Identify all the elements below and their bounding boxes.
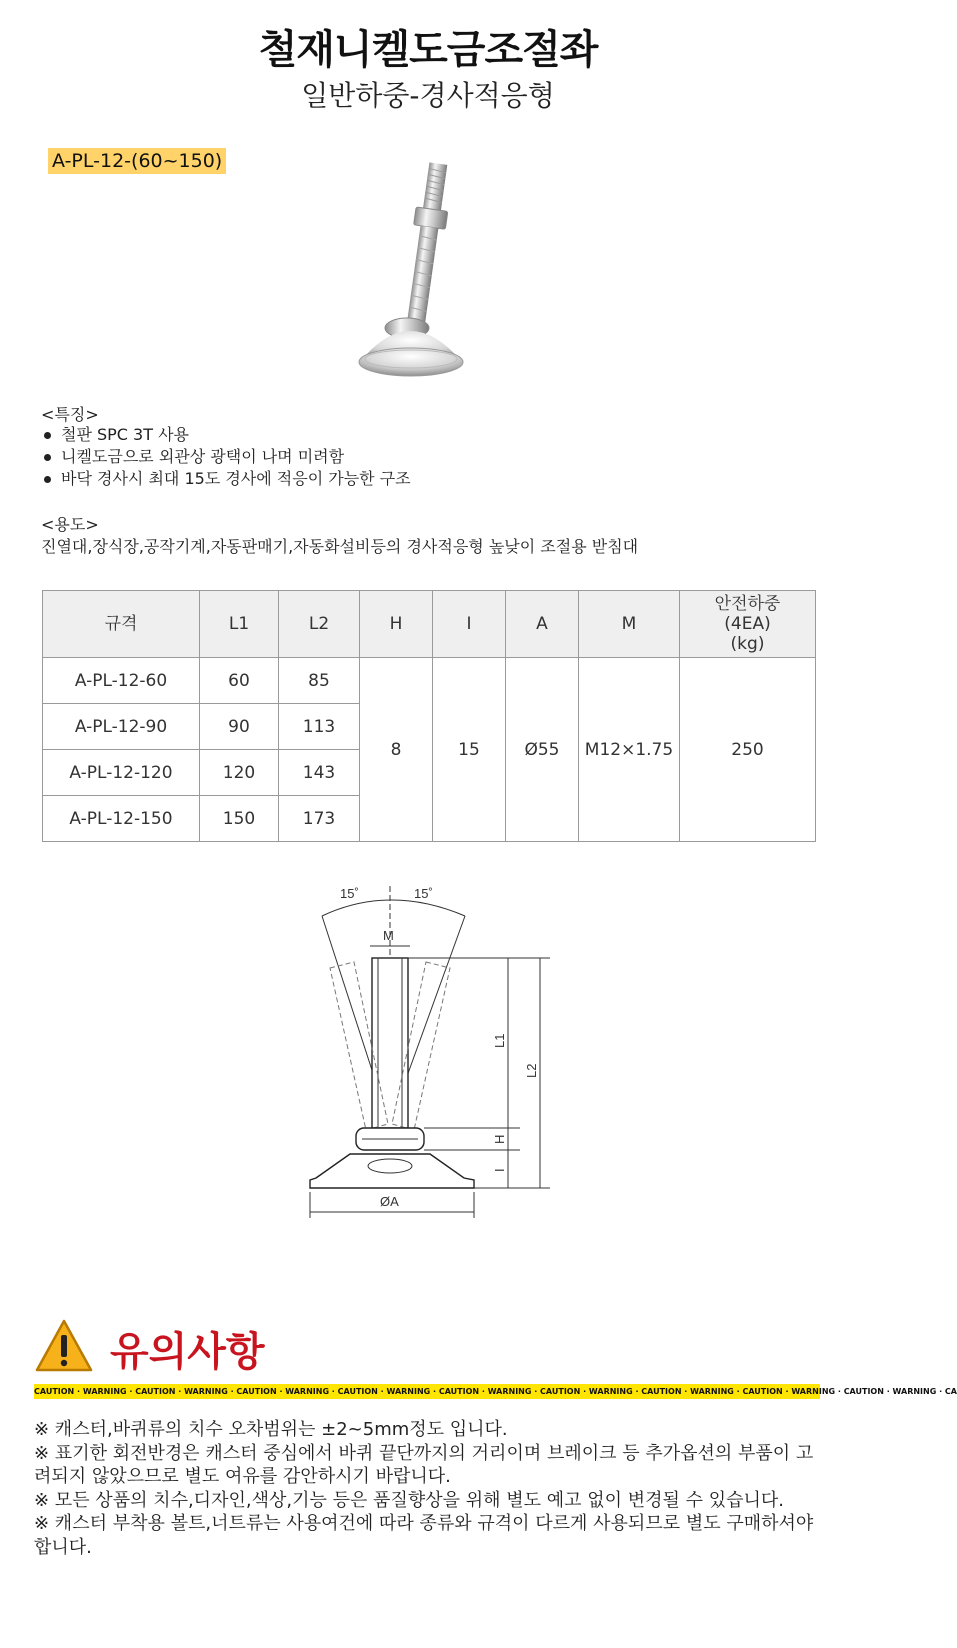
warning-icon — [34, 1318, 94, 1374]
cell-model: A-PL-12-60 — [43, 658, 200, 704]
leveling-foot-photo — [170, 80, 690, 460]
cell-l2: 113 — [279, 704, 360, 750]
cell-l2: 143 — [279, 750, 360, 796]
list-item: 니켈도금으로 외관상 광택이 나며 미려함 — [41, 446, 411, 468]
cell-load: 250 — [680, 658, 816, 842]
angle-right-label: 15˚ — [414, 886, 433, 901]
label-l1: L1 — [492, 1033, 507, 1048]
label-a: ØA — [380, 1194, 399, 1209]
note-item: ※ 캐스터,바퀴류의 치수 오차범위는 ±2~5mm정도 입니다. — [34, 1419, 508, 1440]
cell-model: A-PL-12-90 — [43, 704, 200, 750]
label-h: H — [492, 1134, 507, 1144]
col-header: M — [579, 591, 680, 658]
cell-l2: 173 — [279, 796, 360, 842]
note-item: ※ 표기한 회전반경은 캐스터 중심에서 바퀴 끝단까지의 거리이며 브레이크 등 추가옵션의 부품이 고려되지 않았으므로 별도 여유를 감안하시기 바랍니다. — [34, 1442, 814, 1487]
usage-text: 진열대,장식장,공작기계,자동판매기,자동화설비등의 경사적응형 높낮이 조절용 받침대 — [41, 537, 639, 556]
note-item: ※ 모든 상품의 치수,디자인,색상,기능 등은 품질향상을 위해 별도 예고 없이 변경될 수 있습니다. — [34, 1489, 784, 1511]
cell-l1: 120 — [200, 750, 279, 796]
caution-tape: CAUTION · WARNING · CAUTION · WARNING · CAUTION · WARNING · CAUTION · WARNING · CAUTION · WARNING · CAUTION · WARNING · CAUTION · WARNING · CAUTION · WARNING · CAUTION · WARNING · CA — [34, 1384, 820, 1399]
table-row — [43, 658, 816, 704]
cell-l1: 60 — [200, 658, 279, 704]
label-m: M — [383, 928, 394, 943]
col-header: I — [433, 591, 506, 658]
cell-a: Ø55 — [506, 658, 579, 842]
cell-l1: 150 — [200, 796, 279, 842]
label-i: I — [492, 1168, 507, 1172]
caution-notes — [34, 1418, 824, 1559]
features-list — [41, 424, 411, 490]
model-badge: A-PL-12-(60~150) — [48, 148, 226, 174]
col-header: 안전하중 (4EA) (kg) — [680, 591, 816, 658]
col-header: L1 — [200, 591, 279, 658]
cell-l1: 90 — [200, 704, 279, 750]
col-header: H — [360, 591, 433, 658]
table-header-row — [43, 591, 816, 658]
cell-h: 8 — [360, 658, 433, 842]
features-heading: <특징> — [41, 405, 99, 424]
list-item: 철판 SPC 3T 사용 — [41, 424, 411, 446]
label-l2: L2 — [524, 1063, 539, 1078]
page-subtitle: 일반하중-경사적응형 — [301, 79, 555, 112]
dimension-drawing — [310, 876, 570, 1276]
col-header: A — [506, 591, 579, 658]
col-header: 규격 — [43, 591, 200, 658]
cell-l2: 85 — [279, 658, 360, 704]
cell-model: A-PL-12-120 — [43, 750, 200, 796]
spec-table — [42, 590, 816, 842]
cell-model: A-PL-12-150 — [43, 796, 200, 842]
usage-heading: <용도> — [41, 515, 99, 534]
page-title: 철재니켈도금조절좌 — [258, 27, 598, 73]
cell-i: 15 — [433, 658, 506, 842]
cell-m: M12×1.75 — [579, 658, 680, 842]
list-item: 바닥 경사시 최대 15도 경사에 적응이 가능한 구조 — [41, 468, 411, 490]
angle-left-label: 15˚ — [340, 886, 359, 901]
col-header: L2 — [279, 591, 360, 658]
note-item: ※ 캐스터 부착용 볼트,너트류는 사용여건에 따라 종류와 규격이 다르게 사용되므로 별도 구매하셔야 합니다. — [34, 1513, 814, 1558]
caution-title: 유의사항 — [110, 1329, 265, 1375]
